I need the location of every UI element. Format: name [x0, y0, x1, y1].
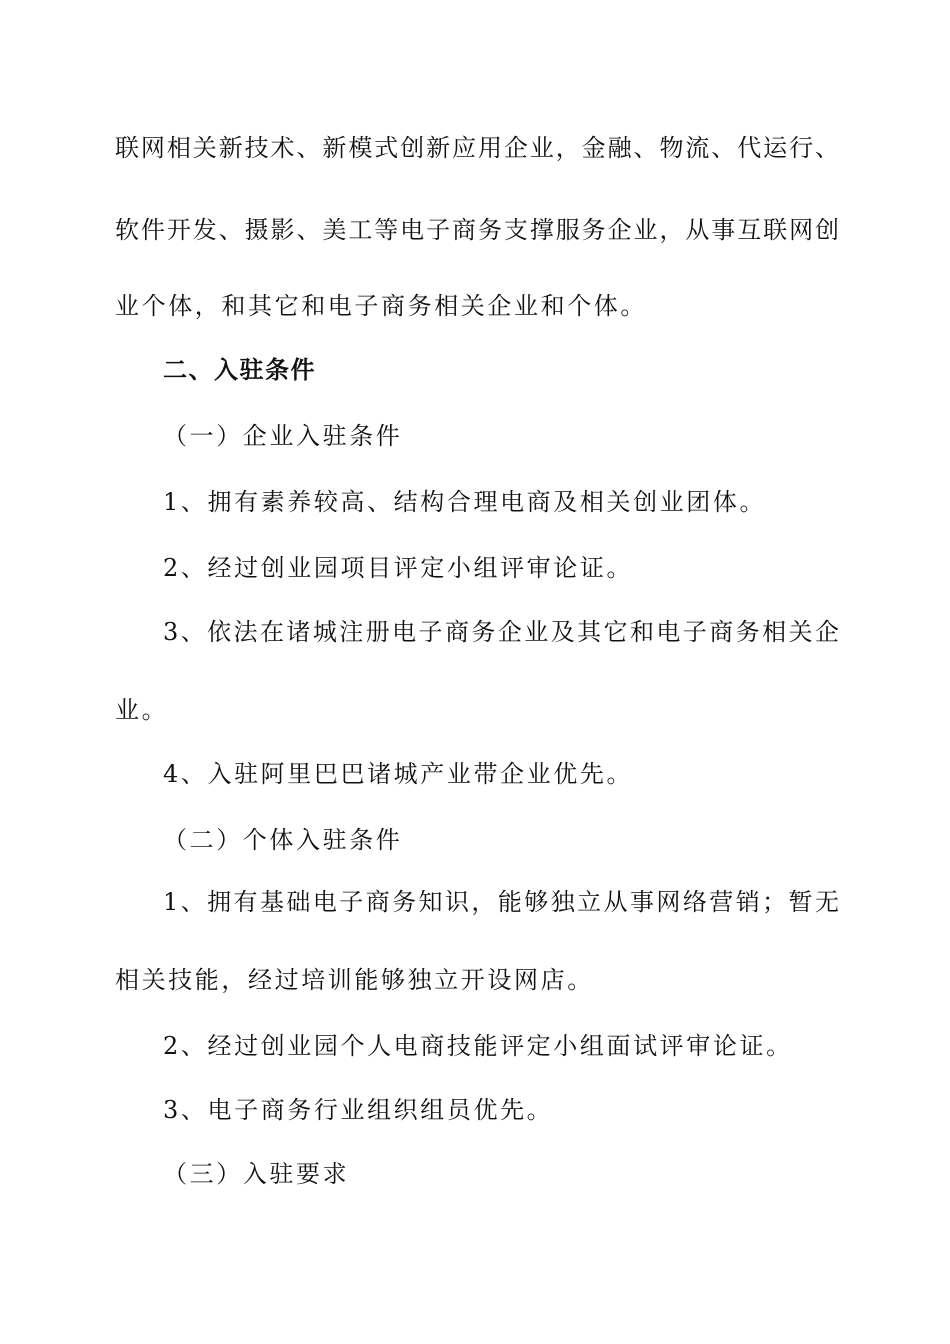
subsection-heading-enterprise: （一）企业入驻条件 [163, 422, 403, 450]
individual-item-3: 3、电子商务行业组织组员优先。 [163, 1096, 554, 1124]
paragraph-line-2: 软件开发、摄影、美工等电子商务支撑服务企业，从事互联网创 [115, 216, 839, 244]
enterprise-item-2: 2、经过创业园项目评定小组评审论证。 [163, 554, 634, 582]
individual-item-2: 2、经过创业园个人电商技能评定小组面试评审论证。 [163, 1032, 793, 1060]
enterprise-item-4: 4、入驻阿里巴巴诸城产业带企业优先。 [163, 760, 634, 788]
enterprise-item-3-line-1: 3、依法在诸城注册电子商务企业及其它和电子商务相关企 [163, 618, 839, 646]
paragraph-line-3: 业个体，和其它和电子商务相关企业和个体。 [115, 292, 647, 320]
individual-item-1-line-1: 1、拥有基础电子商务知识，能够独立从事网络营销；暂无 [163, 888, 839, 916]
subsection-heading-requirements: （三）入驻要求 [163, 1160, 350, 1188]
enterprise-item-1: 1、拥有素养较高、结构合理电商及相关创业团体。 [163, 488, 767, 516]
paragraph-line-1: 联网相关新技术、新模式创新应用企业，金融、物流、代运行、 [115, 134, 839, 162]
section-heading-entry-conditions: 二、入驻条件 [163, 356, 316, 384]
subsection-heading-individual: （二）个体入驻条件 [163, 826, 403, 854]
individual-item-1-line-2: 相关技能，经过培训能够独立开设网店。 [115, 966, 594, 994]
enterprise-item-3-line-2: 业。 [115, 696, 169, 724]
